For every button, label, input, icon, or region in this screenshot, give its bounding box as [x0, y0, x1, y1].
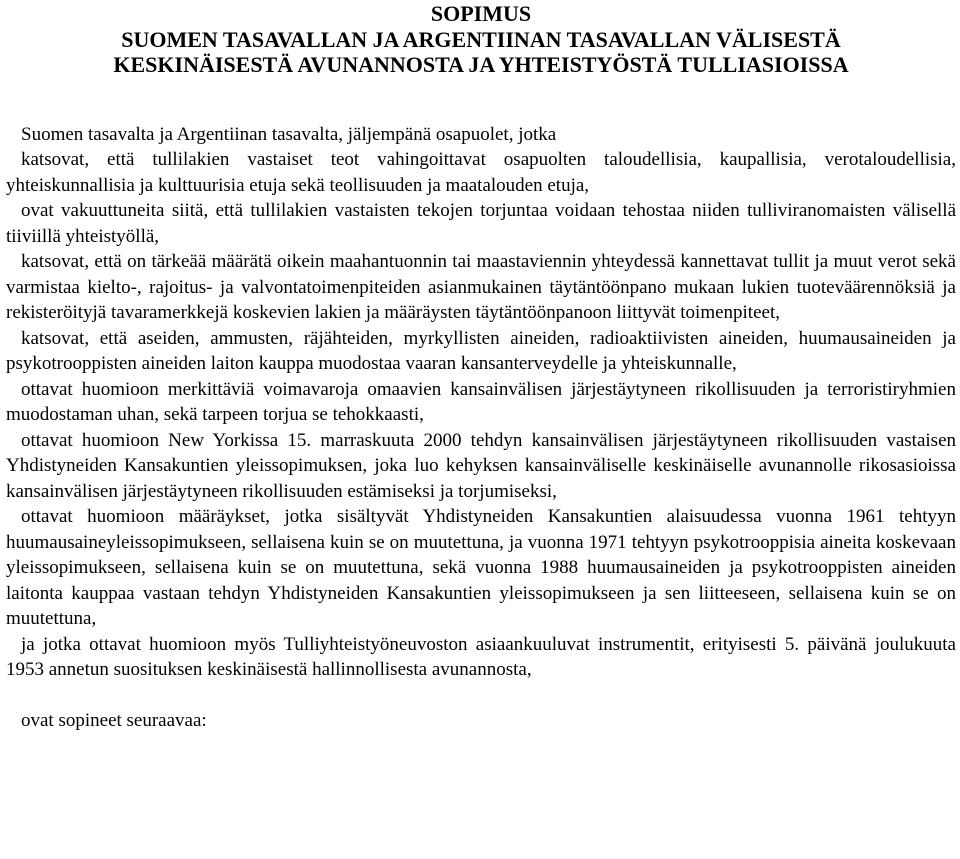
- paragraph-duties-and-taxes: katsovat, että on tärkeää määrätä oikein maahantuonnin tai maastaviennin yhteydessä kannettavat tullit ja muut verot sekä varmistaa kielto-, rajoitus- ja valvontatoimenpiteiden asianmukainen täytäntöönpano mukaan lukien tuoteväärennöksiä ja rekisteröityjä tavaramerkkejä koskevien lakien ja määräysten täytäntöönpanoon liittyvät toimenpiteet,: [6, 251, 956, 323]
- paragraph-illicit-trafficking: katsovat, että aseiden, ammusten, räjähteiden, myrkyllisten aineiden, radioaktiivisten aineiden, huumausaineiden ja psykotrooppisten aineiden laiton kauppa muodostaa vaaran kansanterveydelle ja yhteiskunnalle,: [6, 327, 956, 374]
- paragraph-customs-offences: katsovat, että tullilakien vastaiset teot vahingoittavat osapuolten taloudellisia, kaupallisia, verotaloudellisia, yhteiskunnallisia ja kulttuurisia etuja sekä teollisuuden ja maatalouden etuja,: [6, 149, 956, 196]
- paragraph-cooperation: ovat vakuuttuneita siitä, että tullilakien vastaisten tekojen torjuntaa voidaan tehostaa niiden tulliviranomaisten välisellä tiiviillä yhteistyöllä,: [6, 200, 956, 247]
- title-line-subject: KESKINÄISESTÄ AVUNANNOSTA JA YHTEISTYÖSTÄ TULLIASIOISSA: [113, 52, 849, 77]
- document-title: [6, 1, 956, 78]
- paragraph-organized-crime: ottavat huomioon merkittäviä voimavaroja omaavien kansainvälisen järjestäytyneen rikollisuuden ja terroristiryhmien muodostaman uhan, sekä tarpeen torjua se tehokkaasti,: [6, 378, 956, 425]
- title-line-sopimus: SOPIMUS: [430, 1, 532, 26]
- closing-line: ovat sopineet seuraavaa:: [21, 709, 207, 731]
- paragraph-ccc-instruments: ja jotka ottavat huomioon myös Tulliyhteistyöneuvoston asiaankuuluvat instrumentit, erityisesti 5. päivänä joulukuuta 1953 annetun suosituksen keskinäisestä hallinnollisesta avunannosta,: [6, 633, 956, 680]
- document-body: [6, 122, 956, 683]
- paragraph-drug-conventions: ottavat huomioon määräykset, jotka sisältyvät Yhdistyneiden Kansakuntien alaisuudessa vuonna 1961 tehtyyn huumausaineyleissopimukseen, sellaisena kuin se on muutettuna, ja vuonna 1971 tehtyyn psykotrooppisia aineita koskevaan yleissopimukseen, sellaisena kuin se on muutettuna, sekä vuonna 1988 huumausaineiden ja psykotrooppisten aineiden laitonta kauppaa vastaan tehdyn Yhdistyneiden Kansakuntien yleissopimukseen ja sen liitteeseen, sellaisena kuin se on muutettuna,: [6, 506, 956, 629]
- title-line-parties: SUOMEN TASAVALLAN JA ARGENTIINAN TASAVALLAN VÄLISESTÄ: [121, 26, 841, 52]
- paragraph-un-convention-2000: ottavat huomioon New Yorkissa 15. marraskuuta 2000 tehdyn kansainvälisen järjestäytyneen rikollisuuden vastaisen Yhdistyneiden Kansakuntien yleissopimuksen, joka luo kehyksen kansainväliselle keskinäiselle avunannolle rikosasioissa kansainvälisen järjestäytyneen rikollisuuden estämiseksi ja torjumiseksi,: [6, 429, 956, 502]
- paragraph-intro: Suomen tasavalta ja Argentiinan tasavalta, jäljempänä osapuolet, jotka: [21, 123, 557, 145]
